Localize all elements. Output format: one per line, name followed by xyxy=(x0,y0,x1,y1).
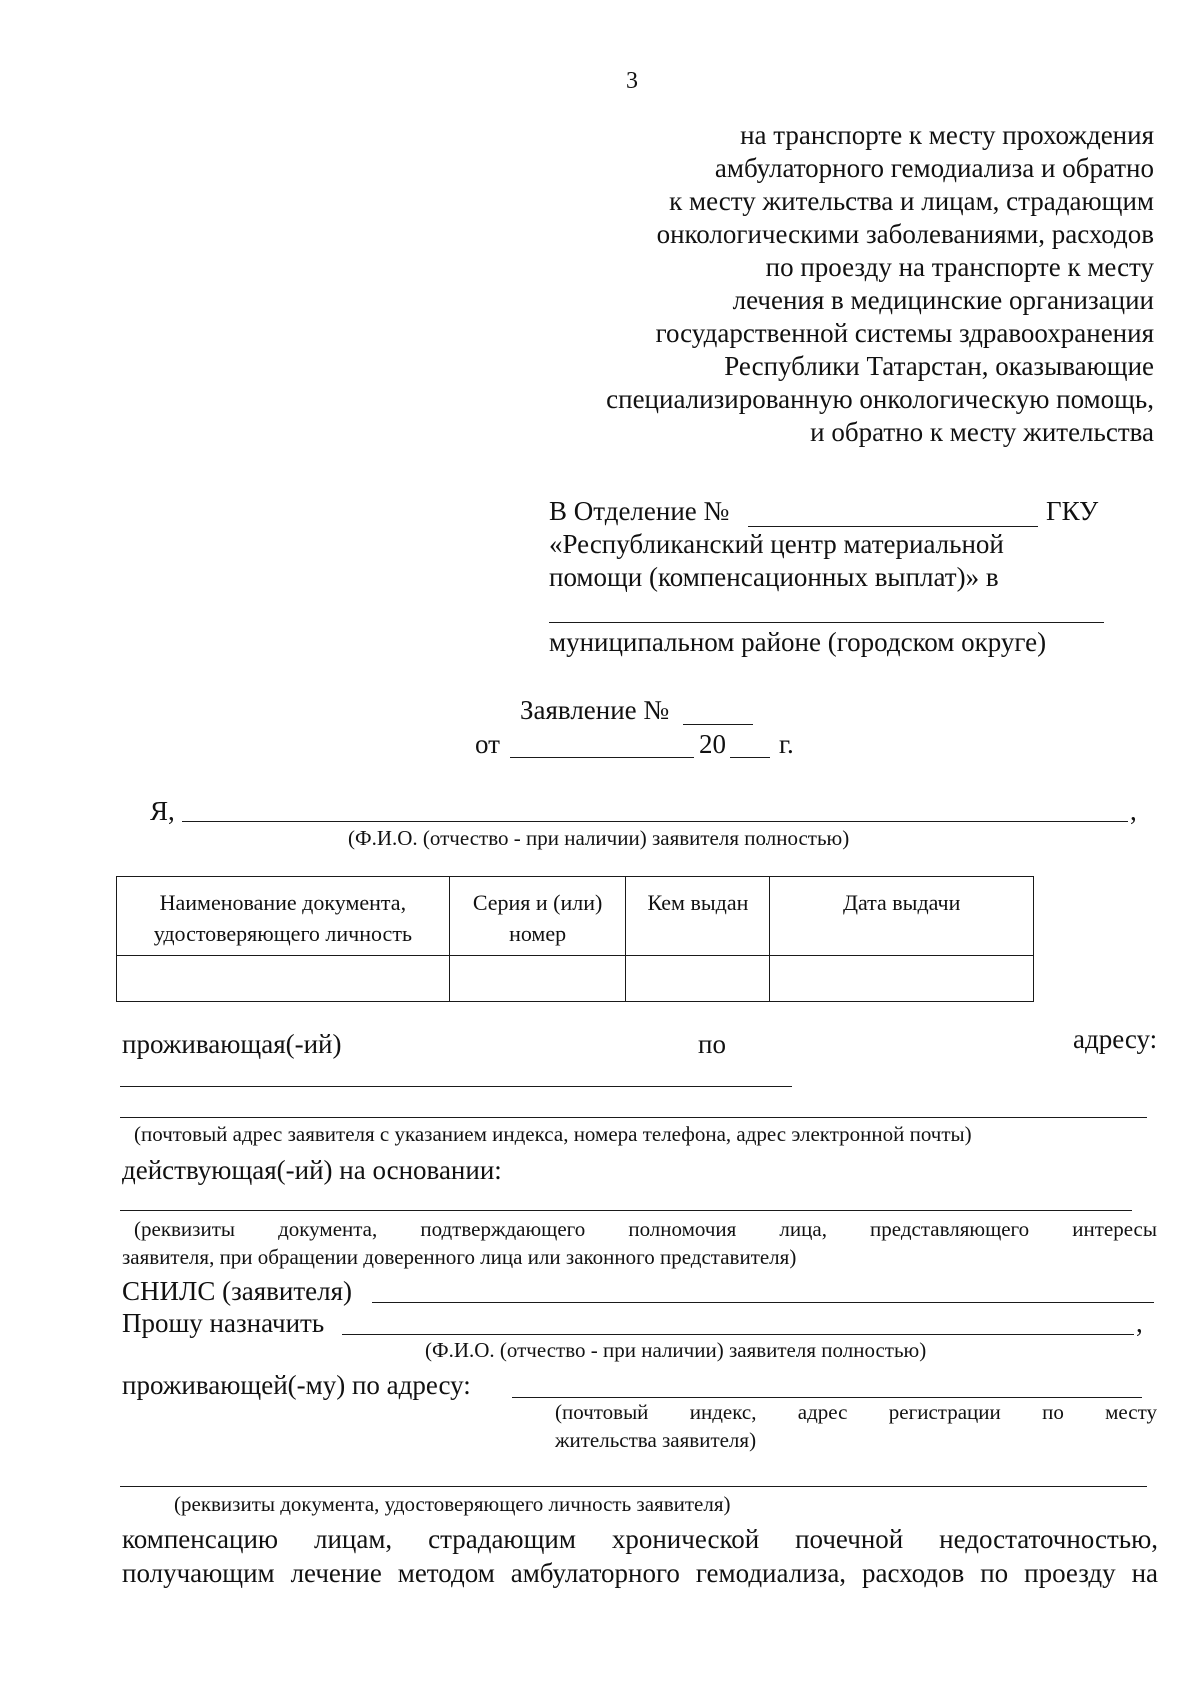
header-line: Республики Татарстан, оказывающие xyxy=(724,351,1154,381)
addressee-line: помощи (компенсационных выплат)» в xyxy=(549,562,999,592)
header-doc-name: Наименование документа, удостоверяющего личность xyxy=(117,877,450,956)
header-line: государственной системы здравоохранения xyxy=(655,318,1154,348)
application-number-field[interactable] xyxy=(683,724,753,725)
address-caption: (почтовый адрес заявителя с указанием индекса, номера телефона, адрес электронной почты) xyxy=(134,1122,972,1146)
gku-label: ГКУ xyxy=(1046,496,1099,526)
request-name-field[interactable] xyxy=(342,1334,1134,1335)
district-field[interactable] xyxy=(549,622,1104,623)
cell-issued-by[interactable] xyxy=(626,956,770,1002)
body-text-line: компенсацию лицам, страдающим хронической почечной недостаточностью, xyxy=(122,1524,1158,1554)
basis-caption-line2: заявителя, при обращении доверенного лица или законного представителя) xyxy=(122,1245,797,1269)
request-doc-field[interactable] xyxy=(120,1486,1147,1487)
applicant-name-field[interactable] xyxy=(182,821,1128,822)
date-day-month-field[interactable] xyxy=(510,757,694,758)
snils-field[interactable] xyxy=(372,1302,1154,1303)
district-caption: муниципальном районе (городском округе) xyxy=(549,627,1047,657)
cell-doc-name[interactable] xyxy=(117,956,450,1002)
snils-label: СНИЛС (заявителя) xyxy=(122,1276,353,1306)
date-prefix: от xyxy=(475,729,500,759)
basis-field[interactable] xyxy=(120,1210,1132,1211)
request-name-caption: (Ф.И.О. (отчество - при наличии) заявителя полностью) xyxy=(425,1338,927,1362)
applicant-prefix: Я, xyxy=(150,796,175,826)
header-line: на транспорте к месту прохождения xyxy=(740,120,1154,150)
header-issued-by: Кем выдан xyxy=(626,877,770,956)
residence-word: проживающая(-ий) xyxy=(122,1029,342,1059)
request-label: Прошу назначить xyxy=(122,1308,325,1338)
header-line: к месту жительства и лицам, страдающим xyxy=(669,186,1154,216)
application-title: Заявление № xyxy=(520,695,670,725)
cell-series-number[interactable] xyxy=(449,956,626,1002)
header-line: по проезду на транспорте к месту xyxy=(765,252,1154,282)
department-number-field[interactable] xyxy=(748,526,1038,527)
table-row xyxy=(117,956,1034,1002)
header-line: специализированную онкологическую помощь, xyxy=(606,384,1154,414)
id-document-table xyxy=(116,876,1034,1002)
header-line: лечения в медицинские организации xyxy=(732,285,1154,315)
date-year-prefix: 20 xyxy=(699,729,726,759)
date-suffix: г. xyxy=(779,729,794,759)
request-address-label: проживающей(-му) по адресу: xyxy=(122,1370,471,1400)
applicant-comma: , xyxy=(1130,796,1137,826)
residence-word: адресу: xyxy=(1073,1024,1158,1054)
table-header-row xyxy=(117,877,1034,956)
residence-word: по xyxy=(698,1029,726,1059)
request-address-field[interactable] xyxy=(512,1397,1142,1398)
request-address-caption-line2: жительства заявителя) xyxy=(555,1428,757,1452)
basis-caption-line1: (реквизиты документа, подтверждающего полномочия лица, представляющего интересы xyxy=(134,1217,1157,1241)
address-field[interactable] xyxy=(120,1086,792,1087)
department-label: В Отделение № xyxy=(549,496,730,526)
request-comma: , xyxy=(1136,1308,1143,1338)
address-field-2[interactable] xyxy=(120,1117,1147,1118)
basis-label: действующая(-ий) на основании: xyxy=(122,1155,502,1185)
request-address-caption-line1: (почтовый индекс, адрес регистрации по месту xyxy=(555,1400,1157,1424)
body-text-line: получающим лечение методом амбулаторного гемодиализа, расходов по проезду на xyxy=(122,1558,1158,1588)
header-line: онкологическими заболеваниями, расходов xyxy=(656,219,1154,249)
header-line: амбулаторного гемодиализа и обратно xyxy=(714,153,1154,183)
applicant-caption: (Ф.И.О. (отчество - при наличии) заявителя полностью) xyxy=(348,826,850,850)
header-series-number: Серия и (или) номер xyxy=(449,877,626,956)
request-doc-caption: (реквизиты документа, удостоверяющего личность заявителя) xyxy=(174,1492,731,1516)
page-number: 3 xyxy=(626,68,638,94)
date-year-field[interactable] xyxy=(730,757,770,758)
addressee-line: «Республиканский центр материальной xyxy=(549,529,1004,559)
header-line: и обратно к месту жительства xyxy=(810,417,1154,447)
cell-issue-date[interactable] xyxy=(770,956,1034,1002)
header-issue-date: Дата выдачи xyxy=(770,877,1034,956)
